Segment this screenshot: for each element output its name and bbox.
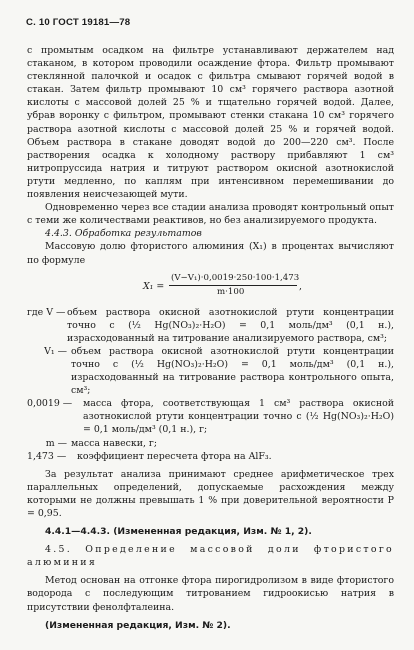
page-header: С. 10 ГОСТ 19181—78 — [26, 17, 131, 28]
definition-item — [27, 450, 394, 463]
edit-note-2: (Измененная редакция, Изм. № 2). — [45, 619, 231, 631]
definition-symbol: где V — — [27, 306, 66, 318]
body-text — [27, 44, 394, 632]
definition-text: объем раствора окисной азотнокислой ртути концентрации точно c (½ Hg(NO₃)₂·H₂O) = 0,1 моль/дм³ (0,1 н.), израсходованный на титрование раствора контрольного опыта, см³; — [71, 345, 394, 397]
definition-item — [27, 397, 394, 436]
section-heading-results: 4.4.3. Обработка результатов — [45, 228, 202, 240]
paragraph-method: Метод основан на отгонке фтора пирогидролизом в виде фтористого водорода с последующим титрованием гидроокисью натрия в присутствии фенолфталеина. — [27, 575, 394, 613]
formula-end: , — [299, 280, 302, 292]
section-heading-4-5: 4.5. Определение массовой доли фтористого алюминия — [27, 544, 394, 569]
definition-text: масса фтора, соответствующая 1 см³ раствора окисной азотнокислой ртути концентрации точно c (½ Hg(NO₃)₂·H₂O) = 0,1 моль/дм³ (0,1 н.), г; — [83, 398, 394, 436]
definition-symbol: m — — [45, 437, 67, 449]
definition-symbol: 0,0019 — — [27, 398, 73, 410]
formula-lhs: X₁ = — [143, 280, 165, 292]
edit-note-1: 4.4.1—4.4.3. (Измененная редакция, Изм. № 1, 2). — [45, 526, 312, 538]
formula — [27, 270, 394, 304]
definition-item — [27, 437, 394, 450]
paragraph-formula-intro: Массовую долю фтористого алюминия (X₁) в процентах вычисляют по формуле — [27, 241, 394, 266]
definition-symbol: V₁ — — [44, 345, 67, 357]
formula-denominator: m·100 — [217, 286, 245, 297]
definitions-list — [27, 306, 394, 463]
definition-text: коэффициент пересчета фтора на AlF₃. — [77, 450, 272, 462]
definition-text: масса навески, г; — [71, 437, 158, 449]
definition-item — [27, 345, 394, 397]
definition-symbol: 1,473 — — [27, 450, 67, 462]
definition-item — [27, 306, 394, 345]
paragraph-result-rule: За результат анализа принимают среднее арифметическое трех параллельных определений, допускаемые расхождения между которыми не должны превышать 1 % при доверительной вероятности P = 0,95. — [27, 468, 394, 519]
formula-numerator: (V−V₁)·0,0019·250·100·1,473 — [171, 272, 300, 283]
paragraph-control-test: Одновременно через все стадии анализа проводят контрольный опыт с теми же количествами реактивов, но без анализируемого продукта. — [27, 202, 394, 227]
paragraph-procedure: с промытым осадком на фильтре устанавливают держателем над стаканом, в котором проводили осаждение фтора. Фильтр промывают стеклянной палочкой и осадок с фильтра смывают горячей водой в стакан. Затем фильтр промывают 10 см³ горячего раствора азотной кислоты с массовой долей 25 % и тщательно горячей водой. Далее, убрав воронку с фильтром, промывают стенки стакана 10 см³ горячего раствора азотной кислоты с массовой долей 25 % и горячей водой. Объем раствора в стакане доводят водой до 200—220 см³. После растворения осадка к холодному раствору прибавляют 1 см³ нитропруссида натрия и титруют раствором окисной азотнокислой ртути медленно, по каплям при интенсивном перемешивании до появления неисчезающей мути. — [27, 45, 394, 201]
definition-text: объем раствора окисной азотнокислой ртути концентрации точно c (½ Hg(NO₃)₂·H₂O) = 0,1 моль/дм³ (0,1 н.), израсходованный на титрование анализируемого раствора, см³; — [67, 306, 394, 344]
